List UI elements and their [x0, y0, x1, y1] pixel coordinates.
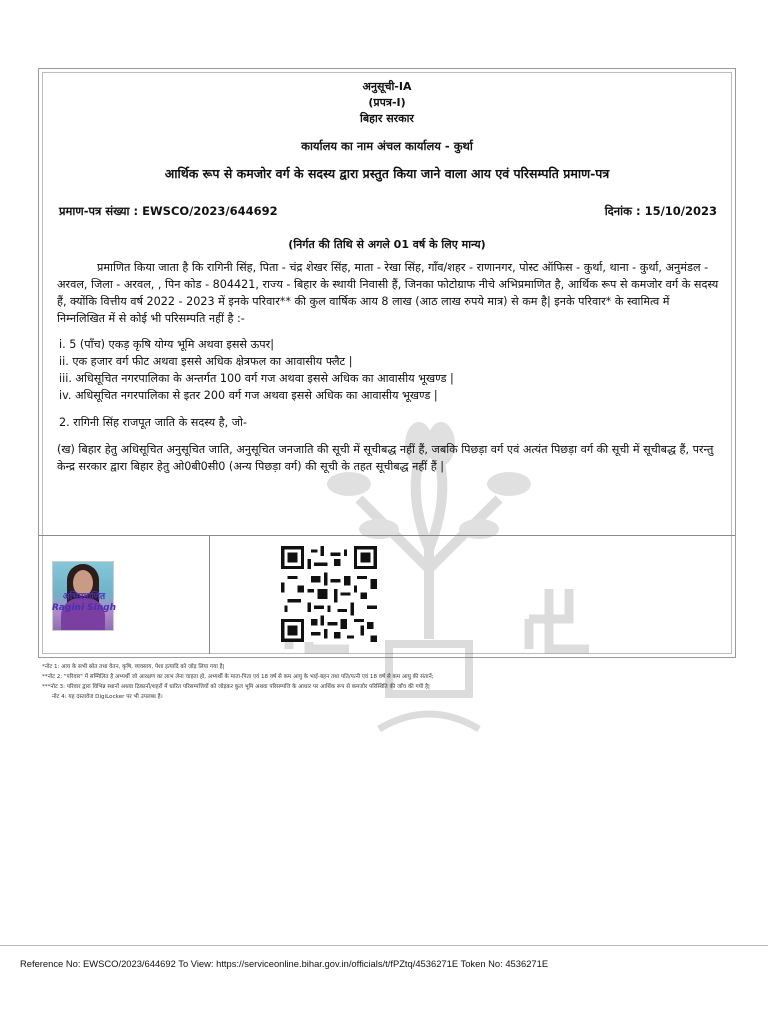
note-1: *नोट 1: आय के सभी स्रोत तथा वेतन, कृषि, व्यवसाय, पेशा इत्यादि को जोड़ लिया गया है| [42, 664, 225, 670]
asset-item-1: i. 5 (पाँच) एकड़ कृषि योग्य भूमि अथवा इससे ऊपर| [59, 338, 274, 351]
certificate-title: आर्थिक रूप से कमजोर वर्ग के सदस्य द्वारा प्रस्तुत किया जाने वाला आय एवं परिसम्पति प्रमाण-पत्र [164, 166, 610, 181]
applicant-photo [52, 561, 114, 631]
asset-item-3: iii. अधिसूचित नगरपालिका के अन्तर्गत 100 वर्ग गज अथवा इससे अधिक का आवासीय भूखण्ड | [59, 372, 454, 385]
cell-divider [209, 536, 210, 654]
stamp-text-name: Ragini Singh [52, 603, 116, 613]
asset-item-2: ii. एक हजार वर्ग फीट अथवा इससे अधिक क्षेत्रफल का आवासीय फ्लैट | [59, 355, 353, 368]
asset-item-4: iv. अधिसूचित नगरपालिका से इतर 200 वर्ग गज अथवा इससे अधिक का आवासीय भूखण्ड | [59, 389, 438, 402]
stamp-text-attested: अभिप्रमाणित [62, 592, 106, 602]
certificate-number: प्रमाण-पत्र संख्या : EWSCO/2023/644692 [59, 204, 278, 218]
note-3: ***नोट 3: परिवार द्वारा विभिन्न स्थानों अथवा ठिकानों/शहरों में धारित परिसम्पत्तियों को जोड़कर कुल भूमि अथवा परिसम्पत्ति के आधार पर आर्थिक रूप से कमजोर परिस्थिति की जाँच की गयी है| [42, 684, 430, 690]
schedule-heading: अनुसूची-IA [362, 80, 412, 93]
category-paragraph: (ख) बिहार हेतु अधिसूचित अनुसूचित जाति, अनुसूचित जनजाति की सूची में सूचीबद्ध नहीं हैं, जबकि पिछड़ा वर्ग एवं अत्यंत पिछड़ा वर्ग की सूची में सूचीबद्ध हैं, परन्तु केन्द्र सरकार द्वारा बिहार हेतु ओ0बी0सी0 (अन्य पिछड़ा वर्ग) की सूची के तहत सूचीबद्ध नहीं हैं | [57, 443, 714, 473]
verification-qr-code[interactable] [281, 546, 377, 642]
government-heading: बिहार सरकार [360, 112, 414, 125]
reference-footer: Reference No: EWSCO/2023/644692 To View: https://serviceonline.bihar.gov.in/officials/t/fPZtq/4536271E Token No: 4536271E [20, 958, 549, 969]
certification-paragraph: प्रमाणित किया जाता है कि रागिनी सिंह, पिता - चंद्र शेखर सिंह, माता - रेखा सिंह, गाँव/शहर - राणानगर, पोस्ट ऑफिस - कुर्था, थाना - कुर्था, अनुमंडल - अरवल, जिला - अरवल, , पिन कोड - 804421, राज्य - बिहार के स्थायी निवासी हैं, जिनका फोटोग्राफ नीचे अभिप्रमाणित है, आर्थिक रूप से कमजोर वर्ग के सदस्य हैं, क्योंकि वित्तीय वर्ष 2022 - 2023 में इनके परिवार** की कुल वार्षिक आय 8 लाख (आठ लाख रुपये मात्र) से कम है| इनके परिवार* के स्वामित्व में निम्नलिखित में से कोई भी परिसम्पति नहीं है :- [57, 261, 719, 325]
form-heading: (प्रपत्र-I) [368, 96, 406, 109]
office-name: कार्यालय का नाम अंचल कार्यालय - कुर्था [301, 139, 473, 153]
certificate-date: दिनांक : 15/10/2023 [604, 204, 717, 218]
attestation-stamp [51, 592, 117, 614]
validity-note: (निर्गत की तिथि से अगले 01 वर्ष के लिए मान्य) [288, 238, 486, 251]
note-4: नोट 4: यह दस्तावेज DigiLocker पर भी उपलब्ध है। [52, 694, 163, 700]
footer-divider [0, 945, 768, 946]
caste-statement: 2. रागिनी सिंह राजपूत जाति के सदस्य है, जो- [59, 416, 247, 429]
note-2: **नोट 2: "परिवार" में सम्मिलित है अभ्यर्थी जो आरक्षण का लाभ लेना चाहता हो, अभ्यर्थी के माता-पिता एवं 18 वर्ष से कम आयु के भाई-बहन तथा पति/पत्नी एवं 18 वर्ष से कम आयु की संतानें; [42, 674, 434, 680]
footnotes [42, 662, 732, 702]
certificate-frame [38, 68, 736, 658]
photo-qr-row [39, 535, 735, 654]
